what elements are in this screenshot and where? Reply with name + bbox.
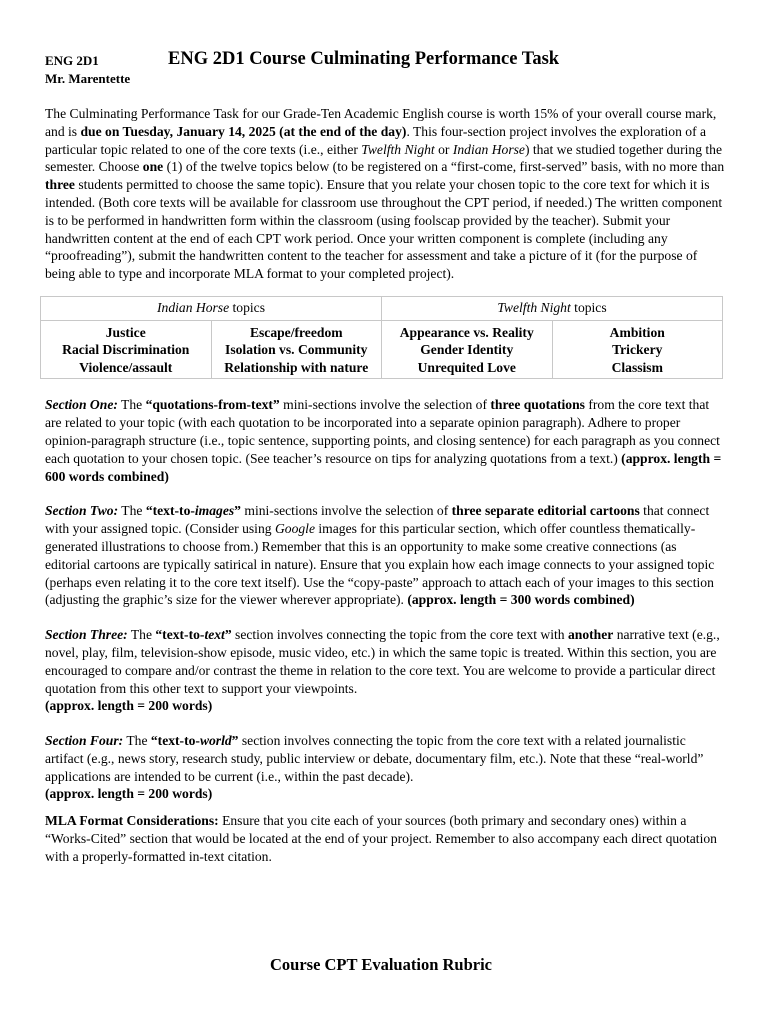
section-length: (approx. length = 200 words) <box>45 786 213 802</box>
section-emphasis: three separate editorial cartoons <box>451 503 640 519</box>
section-length: (approx. length = 200 words) <box>45 698 213 714</box>
section-label: Section Three: <box>45 627 128 643</box>
section-label: Section Four: <box>45 733 124 749</box>
section-emphasis: another <box>567 627 614 643</box>
emphasis-one: one <box>142 159 164 175</box>
intro-text: (1) of the twelve topics below (to be registered on a “first-come, first-served” basis, with no more than <box>163 159 725 175</box>
topic-item: Ambition <box>609 324 665 340</box>
document-page <box>45 48 725 974</box>
section-text: narrative text (e.g., novel, play, film, television-show episode, music video, etc.) in which the same topic is treated. Within this section, you are encouraged to compare and/or contrast the theme in relation to the core text. You are welcome to provide a particular direct quotation from this other text to support your viewpoints. <box>45 627 720 696</box>
indian-horse-header <box>41 296 382 320</box>
section-name: world <box>199 733 232 749</box>
section-text: section involves connecting the topic from the core text with a related journalistic artifact (e.g., news story, research study, public interview or debate, documentary film, etc.). Note that these “real-world” applications are intended to be current (i.e., within the past decade). <box>45 733 704 784</box>
topics-header-row <box>41 296 723 320</box>
topics-column <box>41 320 212 379</box>
topics-column <box>382 320 553 379</box>
topic-item: Relationship with nature <box>224 359 369 375</box>
document-header <box>45 48 725 90</box>
section-label: Section One: <box>45 397 118 413</box>
section-three <box>45 626 725 715</box>
intro-text: students permitted to choose the same topic). Ensure that you relate your chosen topic to the core text for which it is intended. (Both core texts will be available for classroom use throughout the CPT period, if needed.) The written component is to be performed in handwritten form within the classroom (using foolscap provided by the teacher). Submit your handwritten content at the end of each CPT work period. Once your written component is complete (including any “proofreading”), submit the handwritten content to the teacher for assessment and take a picture of it (for the purpose of being able to type and incorporate MLA format to your completed project). <box>45 177 723 282</box>
section-text: mini-sections involve the selection of <box>240 503 452 519</box>
section-text: The <box>118 503 146 519</box>
section-text: The <box>123 733 151 749</box>
header-suffix: topics <box>570 299 607 315</box>
header-title: Indian Horse <box>157 299 230 315</box>
twelfth-night-header <box>382 296 723 320</box>
topics-column <box>552 320 723 379</box>
topic-item: Racial Discrimination <box>62 342 190 358</box>
topics-table <box>40 296 723 379</box>
topic-item: Unrequited Love <box>417 359 516 375</box>
core-text-title: Indian Horse <box>452 141 525 157</box>
google-mention: Google <box>274 521 315 537</box>
section-emphasis: three quotations <box>490 397 585 413</box>
intro-text: or <box>434 141 453 157</box>
emphasis-three: three <box>45 177 75 193</box>
section-name: ” <box>234 503 241 519</box>
topic-item: Violence/assault <box>79 359 173 375</box>
topic-item: Escape/freedom <box>249 324 343 340</box>
section-name: ” <box>231 733 239 749</box>
section-text: section involves connecting the topic from the core text with <box>231 627 568 643</box>
section-name: text <box>204 627 225 643</box>
section-length: (approx. length = 600 words combined) <box>45 450 722 484</box>
header-suffix: topics <box>229 299 265 315</box>
section-length: (approx. length = 300 words combined) <box>407 592 635 608</box>
section-text: that connect with your assigned topic. (Consider using <box>45 503 710 537</box>
section-one <box>45 396 725 485</box>
section-name: ” <box>224 627 232 643</box>
mla-label: MLA Format Considerations: <box>45 813 219 829</box>
topic-item: Gender Identity <box>420 342 514 358</box>
topics-row <box>41 320 723 379</box>
section-text: from the core text that are related to your topic (with each quotation to be incorporated into a separate opinion paragraph). Adhere to proper opinion-paragraph structure (i.e., topic sentence, supporting points, and closing sentence) for each paragraph as you connect each quotation to your chosen topic. (See teacher’s resource on tips for analyzing quotations from a text.) <box>45 397 720 466</box>
topic-item: Justice <box>105 324 146 340</box>
section-name: “text-to- <box>145 503 195 519</box>
section-name: “quotations-from-text” <box>145 397 280 413</box>
header-title: Twelfth Night <box>497 299 571 315</box>
teacher-name: Mr. Marentette <box>45 71 131 86</box>
due-date: due on Tuesday, January 14, 2025 (at the end of the day) <box>80 123 407 139</box>
mla-paragraph <box>45 812 725 865</box>
intro-text: . This four-section project involves the exploration of a particular topic related to one of the core texts (i.e., either <box>45 123 707 157</box>
section-text: mini-sections involve the selection of <box>279 397 491 413</box>
section-name: images <box>194 503 235 519</box>
section-label: Section Two: <box>45 503 119 519</box>
mla-text: Ensure that you cite each of your sources (both primary and secondary ones) within a “Works-Cited” section that would be located at the end of your project. Remember to also accompany each direct quotation with a properly-formatted in-text citation. <box>45 813 717 864</box>
section-four <box>45 732 725 803</box>
topic-item: Appearance vs. Reality <box>399 324 534 340</box>
core-text-title: Twelfth Night <box>361 141 435 157</box>
topic-item: Classism <box>611 359 663 375</box>
topics-column <box>211 320 382 379</box>
section-text: The <box>127 627 156 643</box>
topic-item: Trickery <box>612 342 663 358</box>
document-title: ENG 2D1 Course Culminating Performance Task <box>168 49 560 69</box>
intro-text: The Culminating Performance Task for our Grade-Ten Academic English course is worth 15% of your overall course mark, and is <box>45 106 717 139</box>
intro-text: ) that we studied together during the semester. Choose <box>45 141 723 175</box>
topic-item: Isolation vs. Community <box>225 342 368 358</box>
rubric-title: Course CPT Evaluation Rubric <box>269 955 492 974</box>
section-name: “text-to- <box>150 733 200 749</box>
section-name: “text-to- <box>155 627 205 643</box>
section-text: The <box>117 397 146 413</box>
course-code: ENG 2D1 <box>45 53 99 68</box>
section-two <box>45 502 725 609</box>
intro-paragraph <box>45 105 725 283</box>
section-text: images for this particular section, which offer countless thematically-generated illustrations to choose from.) Remember that this is an opportunity to make some creative connections (as editorial cartoons are typically satirical in nature). Ensure that you explain how each image connects to your assigned topic (perhaps even relating it to the core text itself). Use the “copy-paste” approach to attach each of your images to this section (adjusting the graphic’s size for the viewer wherever appropriate). <box>45 521 715 608</box>
